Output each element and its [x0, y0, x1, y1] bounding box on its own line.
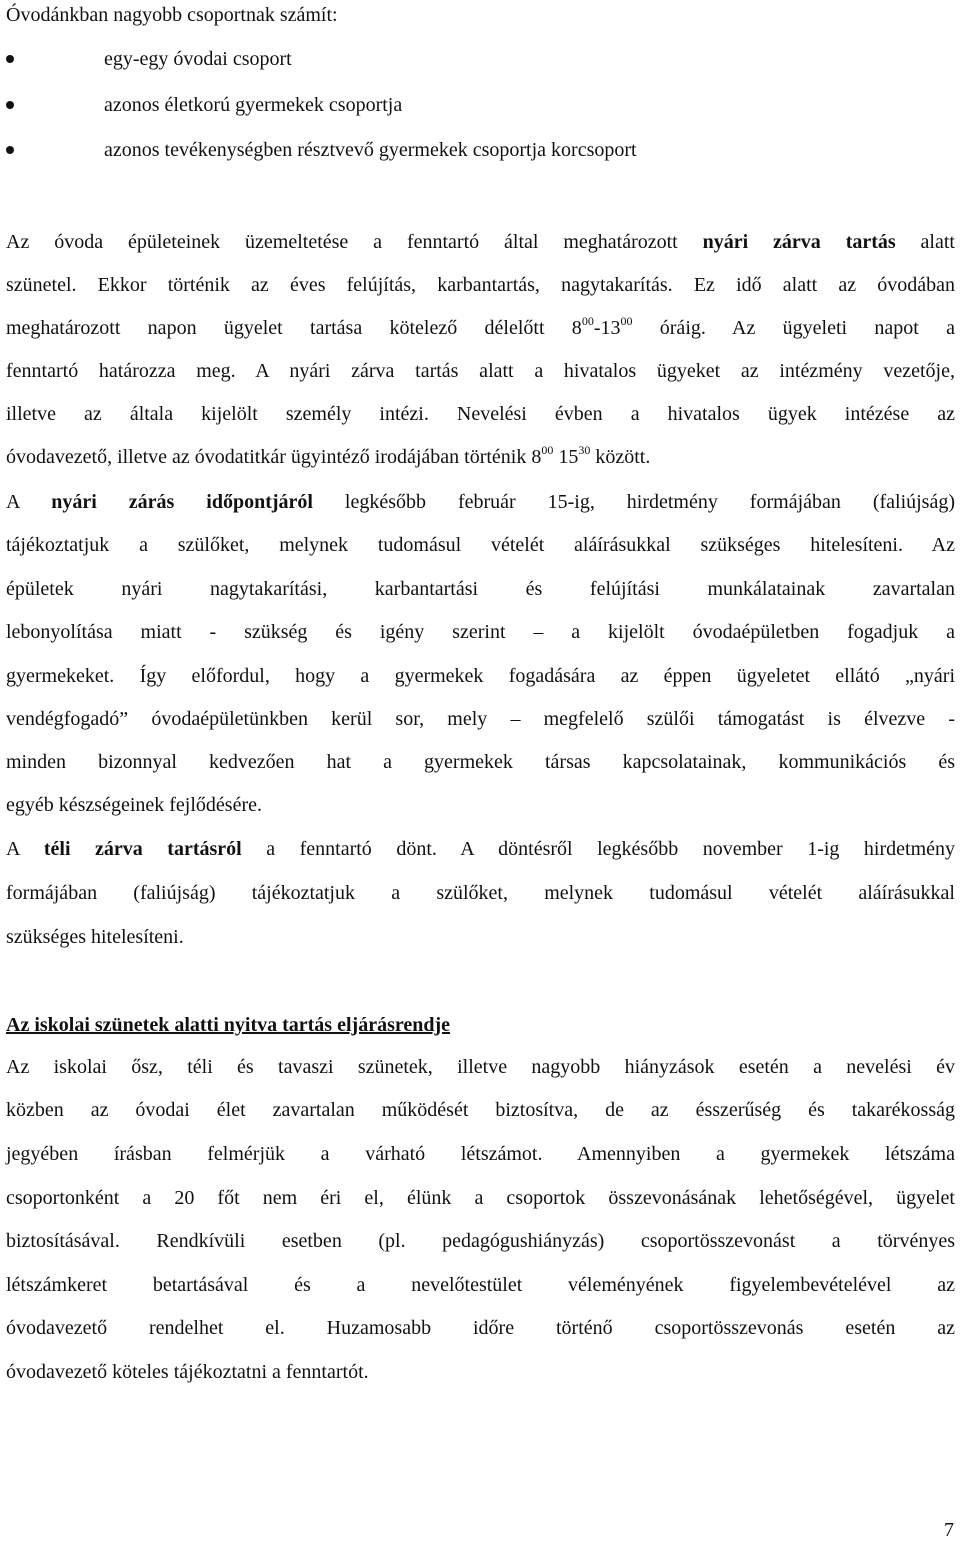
emphasis-text: téli zárva tartásról: [43, 838, 242, 860]
intro-text: Óvodánkban nagyobb csoportnak számít:: [6, 4, 338, 26]
paragraph-line: Az iskolai ősz, téli és tavaszi szünetek, illetve nagyobb hiányzások esetén a nevelési év: [6, 1056, 955, 1078]
list-item: azonos tevékenységben résztvevő gyermekek csoportja korcsoport: [104, 139, 637, 161]
emphasis-text: nyári zárás időpontjáról: [51, 491, 313, 513]
paragraph-line: egyéb készségeinek fejlődésére.: [6, 794, 262, 816]
paragraph-line: szünetel. Ekkor történik az éves felújítás, karbantartás, nagytakarítás. Ez idő alatt az óvodában: [6, 274, 955, 296]
paragraph-line: jegyében írásban felmérjük a várható létszámot. Amennyiben a gyermekek létszáma: [6, 1143, 955, 1165]
paragraph-line: meghatározott napon ügyelet tartása kötelező délelőtt $8^{00}-13^{00}$ óráig. Az ügyeleti napot a: [6, 314, 955, 339]
paragraph-line: közben az óvodai élet zavartalan működését biztosítva, de az ésszerűség és takarékosság: [6, 1099, 955, 1121]
bullet-icon: [6, 101, 14, 109]
paragraph-line: óvodavezető köteles tájékoztatni a fenntartót.: [6, 1361, 369, 1383]
paragraph-line: biztosításával. Rendkívüli esetben (pl. pedagógushiányzás) csoportösszevonást a törvényes: [6, 1230, 955, 1252]
page-number: 7: [944, 1519, 954, 1541]
paragraph-line: Az óvoda épületeinek üzemeltetése a fenntartó által meghatározott nyári zárva tartás alatt: [6, 231, 955, 253]
paragraph-line: vendégfogadó” óvodaépületünkben kerül sor, mely – megfelelő szülői támogatást is élvezve -: [6, 708, 955, 730]
paragraph-line: tájékoztatjuk a szülőket, melynek tudomásul vételét aláírásukkal szükséges hitelesíteni. Az: [6, 534, 955, 556]
paragraph-line: fenntartó határozza meg. A nyári zárva tartás alatt a hivatalos ügyeket az intézmény vezetője,: [6, 360, 955, 382]
paragraph-line: épületek nyári nagytakarítási, karbantartási és felújítási munkálatainak zavartalan: [6, 578, 955, 600]
paragraph-line: A nyári zárás időpontjáról legkésőbb február 15-ig, hirdetmény formájában (faliújság): [6, 491, 956, 513]
paragraph-line: óvodavezető rendelhet el. Huzamosabb időre történő csoportösszevonás esetén az: [6, 1317, 955, 1339]
paragraph-line: gyermekeket. Így előfordul, hogy a gyermekek fogadására az éppen ügyeletet ellátó „nyári: [6, 665, 955, 687]
paragraph-line: óvodavezető, illetve az óvodatitkár ügyintéző irodájában történik $8^{00}$ $15^{30}$ között.: [6, 443, 651, 468]
paragraph-line: szükséges hitelesíteni.: [6, 926, 184, 948]
bullet-icon: [6, 146, 14, 154]
paragraph-line: A téli zárva tartásról a fenntartó dönt. A döntésről legkésőbb november 1-ig hirdetmény: [6, 838, 956, 860]
paragraph-line: lebonyolítása miatt - szükség és igény szerint – a kijelölt óvodaépületben fogadjuk a: [6, 621, 955, 643]
paragraph-line: minden bizonnyal kedvezően hat a gyermekek társas kapcsolatainak, kommunikációs és: [6, 751, 955, 773]
paragraph-line: formájában (faliújság) tájékoztatjuk a szülőket, melynek tudomásul vételét aláírásukkal: [6, 882, 955, 904]
section-heading: Az iskolai szünetek alatti nyitva tartás eljárásrendje: [6, 1014, 451, 1036]
list-item: egy-egy óvodai csoport: [104, 48, 292, 70]
emphasis-text: nyári zárva tartás: [702, 231, 896, 253]
paragraph-line: csoportonként a 20 főt nem éri el, élünk a csoportok összevonásának lehetőségével, ügyelet: [6, 1187, 955, 1209]
bullet-icon: [6, 55, 14, 63]
paragraph-line: illetve az általa kijelölt személy intézi. Nevelési évben a hivatalos ügyek intézése az: [6, 403, 955, 425]
list-item: azonos életkorú gyermekek csoportja: [104, 94, 403, 116]
paragraph-line: létszámkeret betartásával és a nevelőtestület véleményének figyelembevételével az: [6, 1274, 955, 1296]
